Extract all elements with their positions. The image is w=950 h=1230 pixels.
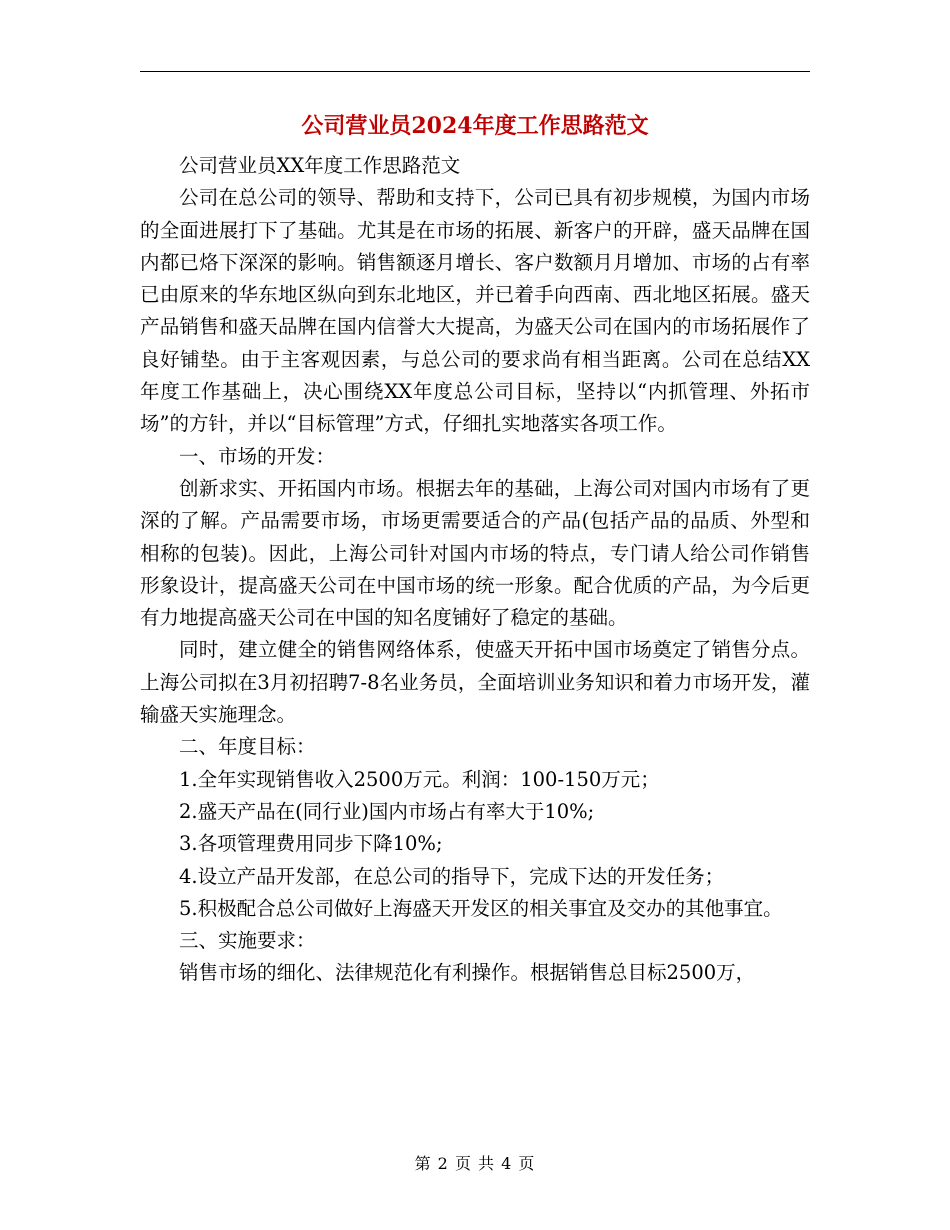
body-paragraph: 同时，建立健全的销售网络体系，使盛天开拓中国市场奠定了销售分点。上海公司拟在3月初招聘7-8名业务员，全面培训业务知识和着力市场开发，灌输盛天实施理念。	[140, 638, 810, 727]
body-paragraph: 公司营业员XX年度工作思路范文	[179, 154, 461, 177]
list-item: 5.积极配合总公司做好上海盛天开发区的相关事宜及交办的其他事宜。	[179, 896, 783, 920]
document-title: 公司营业员2024年度工作思路范文	[301, 113, 649, 139]
list-item: 1.全年实现销售收入2500万元。利润：100-150万元；	[179, 767, 660, 791]
list-item: 3.各项管理费用同步下降10%;	[179, 832, 443, 856]
section-heading: 三、实施要求：	[179, 929, 316, 953]
list-item: 2.盛天产品在(同行业)国内市场占有率大于10%;	[179, 799, 595, 823]
section-heading: 一、市场的开发：	[179, 444, 336, 468]
list-item: 4.设立产品开发部，在总公司的指导下，完成下达的开发任务；	[179, 864, 725, 888]
document-body	[140, 150, 810, 990]
section-heading: 二、年度目标：	[179, 735, 316, 759]
body-paragraph: 创新求实、开拓国内市场。根据去年的基础，上海公司对国内市场有了更深的了解。产品需要市场，市场更需要适合的产品(包括产品的品质、外型和相称的包装)。因此，上海公司针对国内市场的特点，专门请人给公司作销售形象设计，提高盛天公司在中国市场的统一形象。配合优质的产品，为今后更有力地提高盛天公司在中国的知名度铺好了稳定的基础。	[140, 476, 810, 630]
header-rule	[140, 71, 810, 72]
body-paragraph: 销售市场的细化、法律规范化有利操作。根据销售总目标2500万，	[179, 961, 756, 985]
page-number-footer: 第 2 页 共 4 页	[414, 1154, 536, 1173]
body-paragraph: 公司在总公司的领导、帮助和支持下，公司已具有初步规模，为国内市场的全面进展打下了基础。尤其是在市场的拓展、新客户的开辟，盛天品牌在国内都已烙下深深的影响。销售额逐月增长、客户数额月月增加、市场的占有率已由原来的华东地区纵向到东北地区，并已着手向西南、西北地区拓展。盛天产品销售和盛天品牌在国内信誉大大提高，为盛天公司在国内的市场拓展作了良好铺垫。由于主客观因素，与总公司的要求尚有相当距离。公司在总结XX年度工作基础上，决心围绕XX年度总公司目标，坚持以“内抓管理、外拓市场”的方针，并以“目标管理”方式，仔细扎实地落实各项工作。	[140, 186, 810, 436]
